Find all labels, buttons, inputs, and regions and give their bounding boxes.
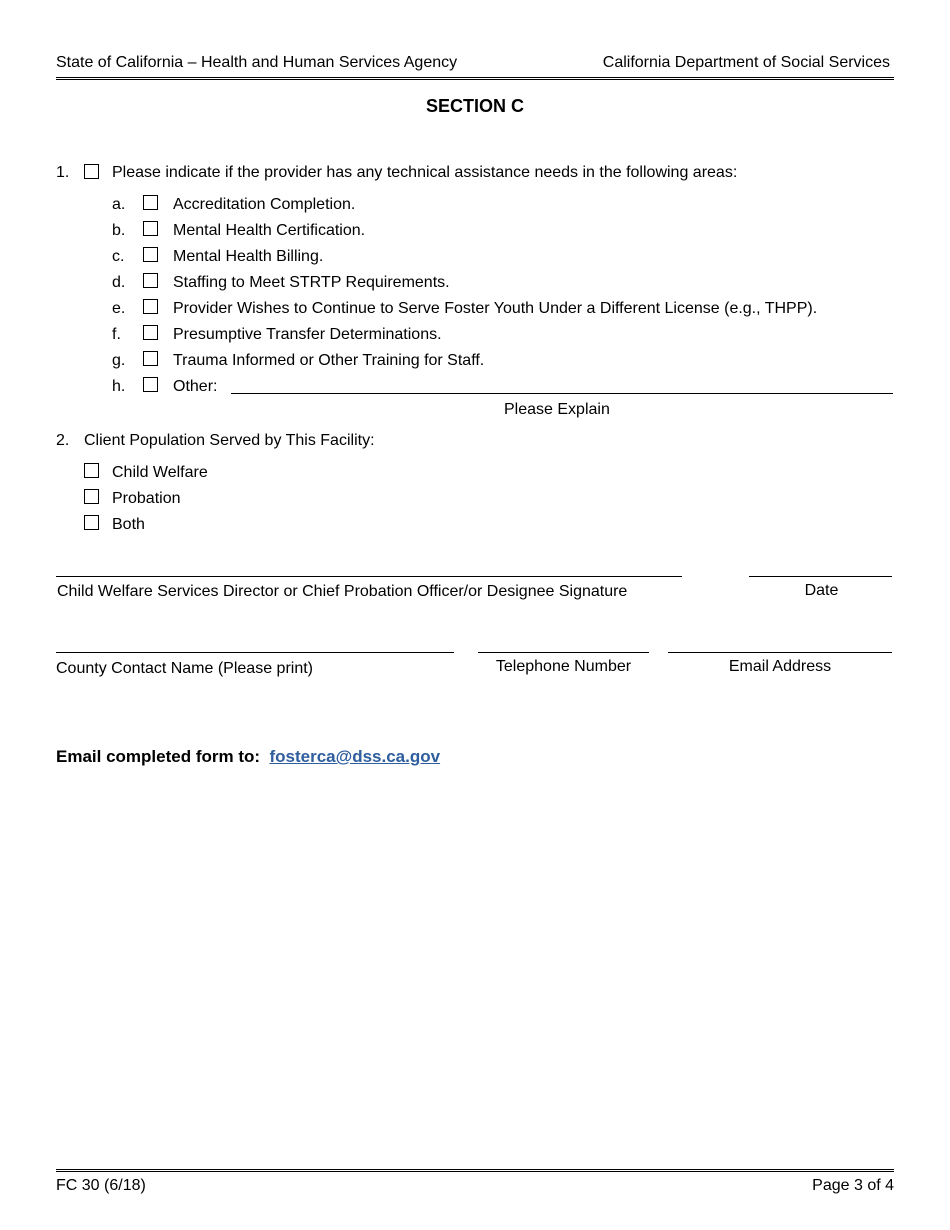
q2-both-checkbox[interactable] — [84, 515, 99, 530]
q1-item-label: Trauma Informed or Other Training for Staff. — [173, 352, 485, 369]
email-instruction-label: Email completed form to: — [56, 747, 261, 766]
q1-item-g-checkbox[interactable] — [143, 351, 158, 366]
q1-item-letter: f. — [112, 326, 121, 343]
q1-number: 1. — [56, 164, 70, 181]
date-label: Date — [804, 582, 839, 599]
q1-item-label: Accreditation Completion. — [173, 196, 356, 213]
q2-probation-checkbox[interactable] — [84, 489, 99, 504]
header-agency: State of California – Health and Human Services Agency — [56, 54, 458, 71]
other-explain-caption: Please Explain — [504, 401, 610, 418]
q2-text: Client Population Served by This Facility: — [84, 432, 375, 449]
q1-item-letter: h. — [112, 378, 126, 395]
contact-name-label: County Contact Name (Please print) — [56, 660, 313, 677]
q1-checkbox[interactable] — [84, 164, 99, 179]
q2-number: 2. — [56, 432, 70, 449]
q2-option-label: Child Welfare — [112, 464, 208, 481]
q1-item-letter: a. — [112, 196, 126, 213]
q1-item-label: Mental Health Certification. — [173, 222, 366, 239]
q1-item-b-checkbox[interactable] — [143, 221, 158, 236]
contact-name-field[interactable] — [56, 652, 454, 653]
q1-item-label: Provider Wishes to Continue to Serve Foster Youth Under a Different License (e.g., THPP). — [173, 300, 818, 317]
q1-text: Please indicate if the provider has any technical assistance needs in the following areas: — [112, 164, 738, 181]
q1-item-letter: d. — [112, 274, 126, 291]
q1-item-letter: c. — [112, 248, 125, 265]
signature-label: Child Welfare Services Director or Chief Probation Officer/or Designee Signature — [57, 583, 628, 600]
form-id: FC 30 (6/18) — [56, 1177, 146, 1194]
other-explain-field[interactable] — [231, 393, 893, 394]
q1-item-d-checkbox[interactable] — [143, 273, 158, 288]
header-department: California Department of Social Services — [602, 54, 890, 71]
submission-email-link[interactable]: fosterca@dss.ca.gov — [269, 747, 441, 766]
q1-item-label: Presumptive Transfer Determinations. — [173, 326, 442, 343]
q1-item-label: Staffing to Meet STRTP Requirements. — [173, 274, 450, 291]
email-address-field[interactable] — [668, 652, 892, 653]
telephone-field[interactable] — [478, 652, 649, 653]
q1-item-f-checkbox[interactable] — [143, 325, 158, 340]
q1-item-letter: g. — [112, 352, 126, 369]
q1-item-label: Other: — [173, 378, 218, 395]
q2-child-welfare-checkbox[interactable] — [84, 463, 99, 478]
footer-rule — [56, 1169, 894, 1172]
email-address-label: Email Address — [728, 658, 832, 675]
header-rule — [56, 77, 894, 80]
q1-item-a-checkbox[interactable] — [143, 195, 158, 210]
q1-item-label: Mental Health Billing. — [173, 248, 324, 265]
q1-item-letter: b. — [112, 222, 126, 239]
q1-item-c-checkbox[interactable] — [143, 247, 158, 262]
q2-option-label: Both — [112, 516, 145, 533]
page-number: Page 3 of 4 — [812, 1177, 894, 1194]
telephone-label: Telephone Number — [495, 658, 632, 675]
date-field[interactable] — [749, 576, 892, 577]
q1-item-e-checkbox[interactable] — [143, 299, 158, 314]
section-title: SECTION C — [425, 96, 524, 116]
q1-item-h-checkbox[interactable] — [143, 377, 158, 392]
signature-field[interactable] — [56, 576, 682, 577]
q2-option-label: Probation — [112, 490, 181, 507]
email-instruction — [56, 748, 440, 765]
q1-item-letter: e. — [112, 300, 126, 317]
